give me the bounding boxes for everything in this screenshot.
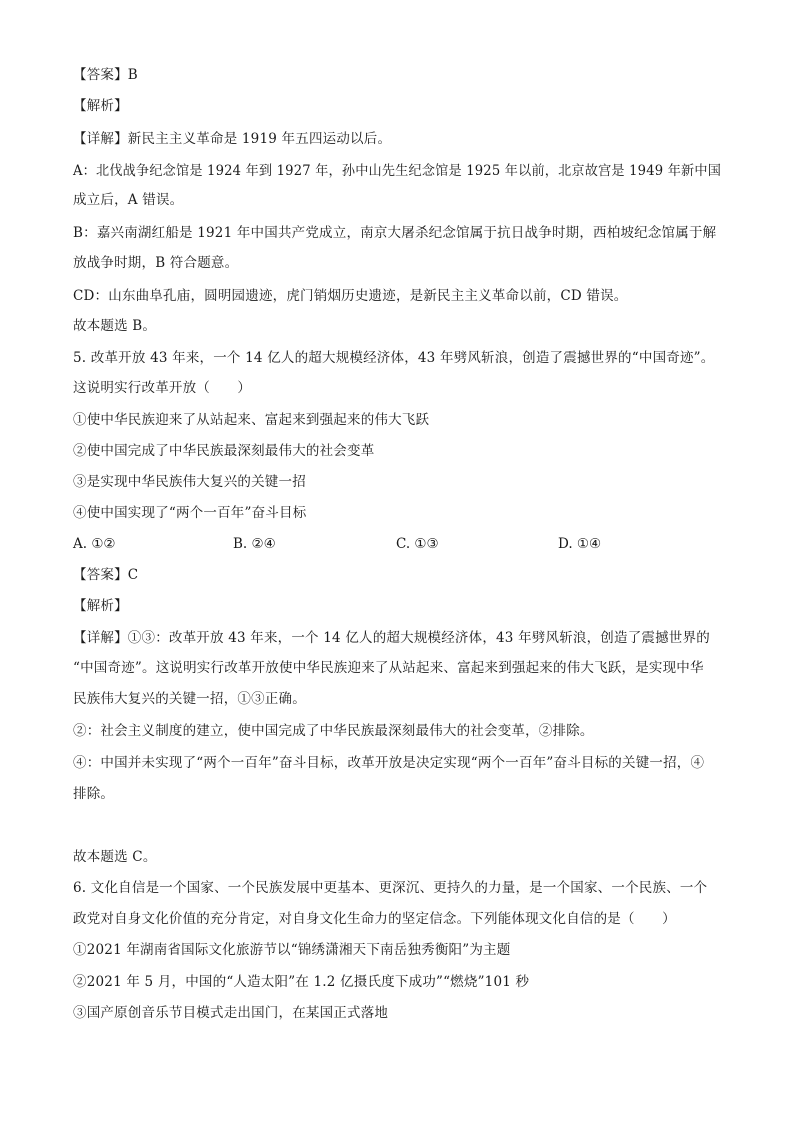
q4-option-cd-explanation: CD：山东曲阜孔庙，圆明园遗迹，虎门销烟历史遗迹，是新民主主义革命以前，CD 错误。 — [73, 288, 628, 304]
q5-answer: 【答案】C — [73, 567, 139, 583]
q4-option-b-explanation-line-2: 放战争时期，B 符合题意。 — [73, 255, 239, 271]
q4-option-b-explanation-line-1: B：嘉兴南湖红船是 1921 年中国共产党成立，南京大屠杀纪念馆属于抗日战争时期，西柏坡纪念馆属于解 — [73, 225, 717, 241]
q5-statement-4: ④使中国实现了“两个一百年”奋斗目标 — [73, 505, 307, 521]
q5-detail-line-3: 民族伟大复兴的关键一招，①③正确。 — [73, 691, 306, 707]
q5-detail-line-5: ④：中国并未实现了“两个一百年”奋斗目标，改革开放是决定实现“两个一百年”奋斗目标的关键一招，④ — [73, 755, 705, 771]
q6-stem-line-1: 6. 文化自信是一个国家、一个民族发展中更基本、更深沉、更持久的力量，是一个国家、一个民族、一个 — [73, 880, 708, 896]
q4-conclusion: 故本题选 B。 — [73, 318, 157, 334]
q6-statement-3: ③国产原创音乐节目模式走出国门，在某国正式落地 — [73, 1005, 389, 1021]
q5-statement-1: ①使中华民族迎来了从站起来、富起来到强起来的伟大飞跃 — [73, 412, 430, 428]
q5-detail-line-6: 排除。 — [73, 786, 115, 802]
q4-option-a-explanation-line-2: 成立后，A 错误。 — [73, 192, 184, 208]
q6-stem-line-2: 政党对自身文化价值的充分肯定，对自身文化生命力的坚定信念。下列能体现文化自信的是（ ） — [73, 911, 676, 927]
q5-conclusion: 故本题选 C。 — [73, 849, 157, 865]
q5-statement-2: ②使中国完成了中华民族最深刻最伟大的社会变革 — [73, 443, 375, 459]
q6-statement-2: ②2021 年 5 月，中国的“人造太阳”在 1.2 亿摄氏度下成功”“燃烧”101 秒 — [73, 974, 530, 990]
q4-option-a-explanation-line-1: A：北伐战争纪念馆是 1924 年到 1927 年，孙中山先生纪念馆是 1925 年以前，北京故宫是 1949 年新中国 — [73, 163, 722, 179]
q5-option-a: A. ①② — [73, 536, 116, 552]
q4-detail: 【详解】新民主主义革命是 1919 年五四运动以后。 — [73, 131, 392, 147]
q4-answer: 【答案】B — [73, 67, 138, 83]
q5-statement-3: ③是实现中华民族伟大复兴的关键一招 — [73, 474, 306, 490]
q5-stem-line-1: 5. 改革开放 43 年来，一个 14 亿人的超大规模经济体，43 年劈风斩浪，创造了震撼世界的“中国奇迹”。 — [73, 350, 715, 366]
q5-option-d: D. ①④ — [558, 536, 602, 552]
q5-option-c: C. ①③ — [396, 536, 439, 552]
q5-detail-line-4: ②：社会主义制度的建立，使中国完成了中华民族最深刻最伟大的社会变革，②排除。 — [73, 723, 594, 739]
q5-option-b: B. ②④ — [233, 536, 276, 552]
q6-statement-1: ①2021 年湖南省国际文化旅游节以“锦绣潇湘天下南岳独秀衡阳”为主题 — [73, 942, 511, 958]
q5-analysis-heading: 【解析】 — [73, 598, 128, 614]
q5-stem-line-2: 这说明实行改革开放（ ） — [73, 380, 252, 396]
q4-analysis-heading: 【解析】 — [73, 98, 128, 114]
q5-detail-line-1: 【详解】①③：改革开放 43 年来，一个 14 亿人的超大规模经济体，43 年劈风斩浪，创造了震撼世界的 — [73, 630, 710, 646]
q5-detail-line-2: “中国奇迹”。这说明实行改革开放使中华民族迎来了从站起来、富起来到强起来的伟大飞跃，是实现中华 — [73, 660, 704, 676]
